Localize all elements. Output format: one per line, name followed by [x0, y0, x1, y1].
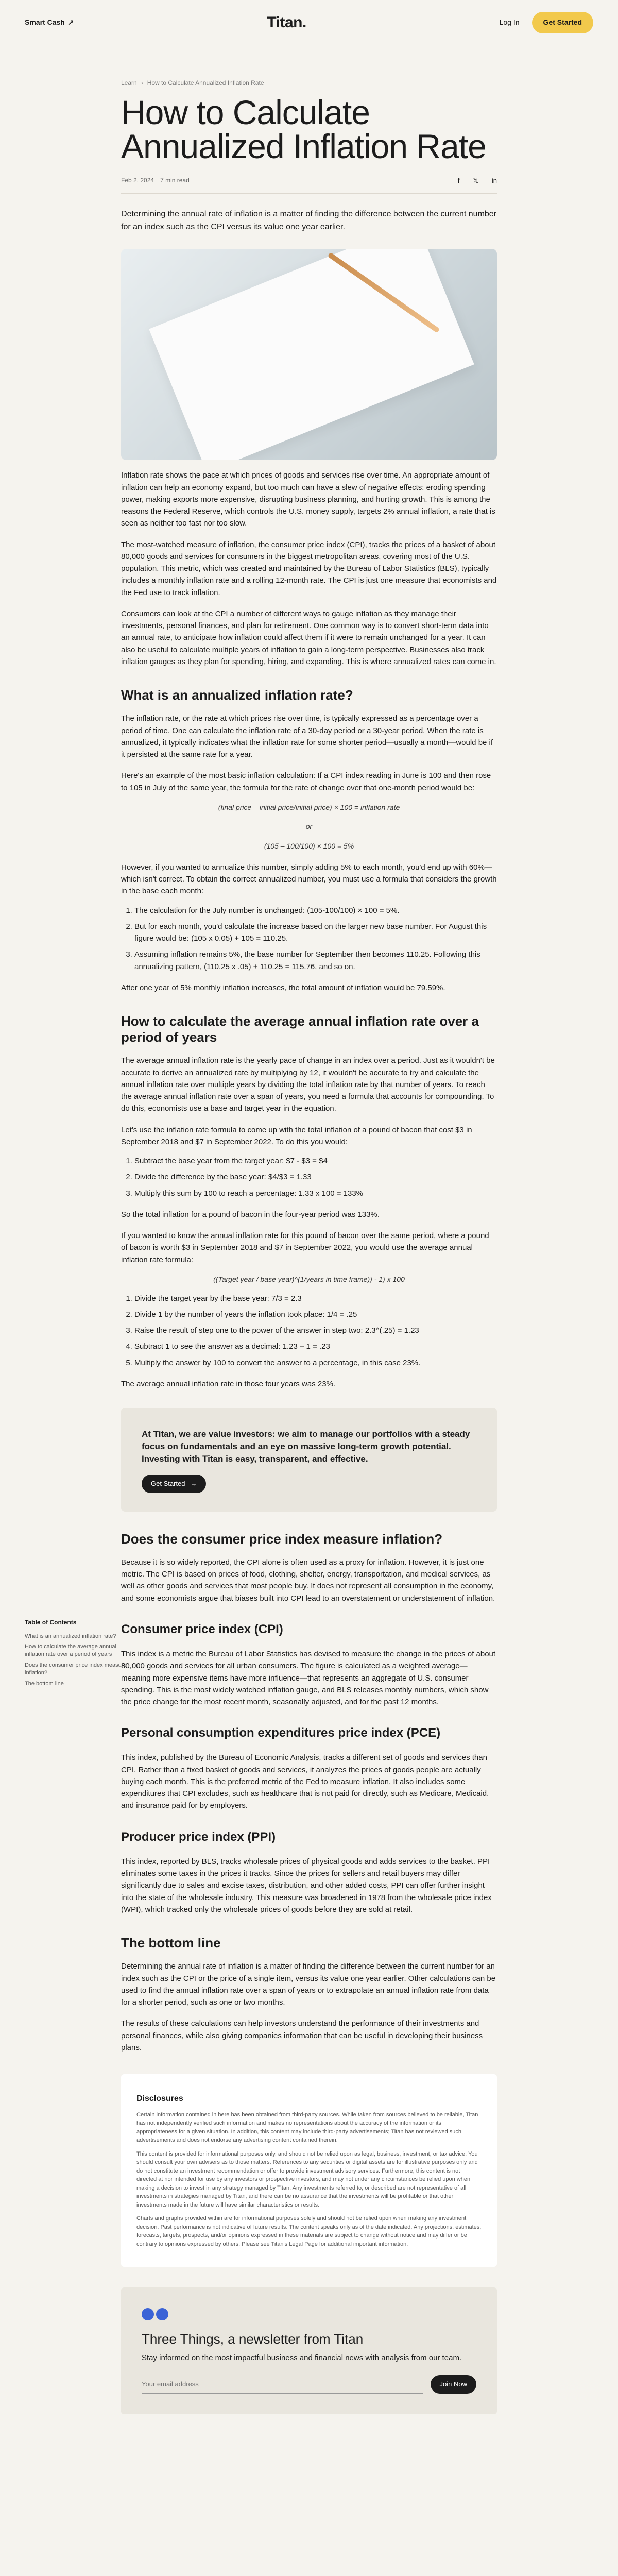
email-field[interactable] [142, 2375, 423, 2394]
list-item: 1. Divide the target year by the base year: 7/3 = 2.3 [134, 1293, 497, 1304]
formula-or: or [305, 822, 313, 831]
smart-cash-link[interactable]: Smart Cash ↗ [25, 17, 74, 28]
disclosure-paragraph: Certain information contained in here has been obtained from third-party sources. While taken from sources believed to be reliable, Titan has not independently verified such information and makes no representations about the accuracy of the information or its appropriateness for a given situation. In addition, this content may include third-party advertisements; Titan has not reviewed such advertisements and does not endorse any advertising content contained therein. [136, 2111, 478, 2144]
formula: (105 – 100/100) × 100 = 5% [264, 842, 354, 851]
top-nav [0, 0, 618, 45]
lead-paragraph: Determining the annual rate of inflation is a matter of finding the difference between the current number for an index such as the CPI versus its value one year earlier. [121, 209, 497, 231]
linkedin-icon[interactable]: in [491, 176, 497, 184]
list-item: 1. Subtract the base year from the target year: $7 - $3 = $4 [134, 1155, 497, 1167]
body-paragraph: The average annual inflation rate in those four years was 23%. [121, 1379, 336, 1388]
body-paragraph: However, if you wanted to annualize this number, simply adding 5% to each month, you'd end up with 60%—which isn't correct. To obtain the correct annualized number, you must use a formula that considers the growth in the base each month: [121, 862, 497, 896]
list-item: 3. Raise the result of step one to the power of the answer in step two: 2.3^(.25) = 1.23 [134, 1325, 497, 1336]
hero-image [121, 249, 497, 460]
body-paragraph: The average annual inflation rate is the yearly pace of change in an index over a period. Just as it wouldn't be accurate to derive an annualized rate by multiplying by 12, it wouldn't be accurate to try and calculate the annual inflation rate over multiple years by dividing the total inflation rate by that number of years. To reach the average annual inflation rate over a span of years, you need a formula that accounts for compounding. To do this, economists use a base and target year in the equation. [121, 1056, 495, 1113]
body-paragraph: If you wanted to know the annual inflation rate for this pound of bacon over the same period, where a pound of bacon is worth $3 in September 2018 and $7 in September 2022, you would use the average annual inflation rate formula: [121, 1231, 489, 1264]
body-paragraph: Consumers can look at the CPI a number of different ways to gauge inflation as they manage their investments, personal finances, and plan for retirement. One common way is to convert short-term data into an annual rate, to anticipate how inflation could affect them if it were to remain unchanged for a year. It can also be useful to calculate multiple years of inflation to gain a long-term perspective. Businesses also track inflation gauges as they plan for spending, hiring, and expanding. This is where annualized rates can come in. [121, 609, 496, 666]
newsletter-subtitle: Stay informed on the most impactful business and financial news with analysis from our team. [142, 2353, 462, 2362]
body-paragraph: This index, reported by BLS, tracks wholesale prices of physical goods and adds services to the basket. PPI eliminates some taxes in the prices it tracks. Since the prices for sellers and retail buyers may differ significantly due to sales and excise taxes, distribution, and other added costs, PPI can offer further insight into the state of the wholesale industry. This measure was broadened in 1978 from the wholesale price index (WPI), which tracked only the wholesale prices of goods before they are sold at retail. [121, 1857, 492, 1914]
breadcrumb [121, 78, 497, 88]
section-heading: Does the consumer price index measure inflation? [121, 1531, 443, 1547]
titan-logo[interactable]: Titan. [267, 13, 306, 31]
list-item: 3. Multiply this sum by 100 to reach a percentage: 1.33 x 100 = 133% [134, 1188, 497, 1199]
list-item: 4. Subtract 1 to see the answer as a decimal: 1.23 – 1 = .23 [134, 1341, 497, 1352]
subsection-heading: Producer price index (PPI) [121, 1829, 276, 1844]
body-paragraph: So the total inflation for a pound of bacon in the four-year period was 133%. [121, 1210, 380, 1219]
body-paragraph: Here's an example of the most basic inflation calculation: If a CPI index reading in June is 100 and then rose to 105 in July of the same year, the formula for the rate of change over that one-month period would be: [121, 771, 491, 792]
body-paragraph: After one year of 5% monthly inflation increases, the total amount of inflation would be 79.59%. [121, 983, 445, 992]
toc-item[interactable]: How to calculate the average annual inflation rate over a period of years [25, 1643, 116, 1658]
tax-paper-shape [149, 249, 474, 460]
cta-box [121, 1408, 497, 1512]
publish-date: Feb 2, 2024 [121, 177, 154, 184]
numbered-list [121, 1293, 497, 1369]
arrow-upright-icon: ↗ [67, 18, 74, 27]
list-item: 2. Divide 1 by the number of years the inflation took place: 1/4 = .25 [134, 1309, 497, 1320]
disclosure-paragraph: Charts and graphs provided within are for informational purposes solely and should not be relied upon when making any investment decision. Past performance is not indicative of future results. The content speaks only as of the date indicated. Any projections, estimates, forecasts, targets, prospects, and/or opinions expressed in these materials are subject to change without notice and may differ or be contrary to opinions expressed by others. Please see Titan's Legal Page for additional important information. [136, 2215, 482, 2247]
cta-text: At Titan, we are value investors: we aim to manage our portfolios with a steady focus on fundamentals and an eye on massive long-term growth potential. Investing with Titan is easy, transparent, and effective. [142, 1429, 470, 1464]
chevron-right-icon: › [141, 79, 143, 87]
body-paragraph: The most-watched measure of inflation, the consumer price index (CPI), tracks the prices of a basket of about 80,000 goods and services for consumers in the biggest metropolitan areas, covering most of the U.S. population. This metric, which was created and maintained by the Bureau of Labor Statistics (BLS), typically includes a monthly inflation rate and a rolling 12-month rate. The CPI is just one measure that economists and the Fed use to track inflation. [121, 540, 497, 597]
cta-get-started-button[interactable]: Get Started → [142, 1475, 206, 1493]
disclosures-box [121, 2074, 497, 2267]
auth-actions [500, 12, 593, 33]
list-item: 2. Divide the difference by the base year: $4/$3 = 1.33 [134, 1171, 497, 1183]
table-of-contents [25, 1618, 133, 1688]
toc-item[interactable]: Does the consumer price index measure inflation? [25, 1662, 127, 1676]
body-paragraph: The results of these calculations can help investors understand the performance of their investments and personal finances, while also giving companies information that can be useful in developing their business plans. [121, 2019, 483, 2052]
list-item: 1. The calculation for the July number is unchanged: (105-100/100) × 100 = 5%. [134, 905, 497, 917]
arrow-right-icon: → [190, 1479, 197, 1487]
section-heading: How to calculate the average annual inflation rate over a period of years [121, 1013, 479, 1045]
page-title: How to Calculate Annualized Inflation Rate [121, 93, 486, 165]
formula: (final price – initial price/initial price) × 100 = inflation rate [218, 803, 400, 811]
list-item: 3. Assuming inflation remains 5%, the base number for September then becomes 110.25. Following this annualizing pattern, (110.25 x .05) + 110.25 = 115.76, and so on. [134, 948, 497, 973]
article [121, 78, 497, 2414]
numbered-list [121, 1155, 497, 1199]
formula: ((Target year / base year)^(1/years in time frame)) - 1) x 100 [213, 1275, 405, 1283]
newsletter-title: Three Things, a newsletter from Titan [142, 2331, 364, 2347]
subsection-heading: Personal consumption expenditures price index (PCE) [121, 1726, 441, 1740]
section-heading: What is an annualized inflation rate? [121, 687, 353, 703]
body-paragraph: This index is a metric the Bureau of Labor Statistics has devised to measure the change in the prices of about 80,000 goods and services for all urban consumers. The figure is calculated as a weighted average—meaning more expensive items have more influence—that represents an aggregate of U.S. consumer spending. This is the most widely watched inflation gauge, and BLS releases monthly numbers, which show the price change for the most recent month, seasonally adjusted, and for the past 12 months. [121, 1650, 496, 1707]
join-now-button[interactable]: Join Now [431, 2375, 476, 2394]
get-started-button[interactable]: Get Started [532, 12, 593, 33]
article-meta [121, 176, 497, 194]
body-paragraph: Determining the annual rate of inflation is a matter of finding the difference between the current number for an index such as the CPI or the price of a single item, versus its value one year earlier. Other calculations can be used to find the annual inflation rate over a span of years or to extrapolate an annual inflation rate from data for a shorter period, such as one or two months. [121, 1962, 496, 2007]
disclosures-title: Disclosures [136, 2094, 183, 2104]
breadcrumb-current: How to Calculate Annualized Inflation Rate [147, 79, 264, 87]
newsletter-form [142, 2375, 476, 2394]
login-link[interactable]: Log In [499, 18, 520, 27]
newsletter-signup [121, 2287, 497, 2414]
body-paragraph: This index, published by the Bureau of Economic Analysis, tracks a different set of goods and services than CPI. Rather than a fixed basket of goods and services, it analyzes the prices of goods people are actually buying each month. This is the preferred metric of the Fed to measure inflation. It also includes some expenditures that CPI excludes, such as healthcare that is not paid for directly, such as Medicare, Medicaid, and insurance paid for by employers. [121, 1753, 489, 1810]
share-links [458, 176, 497, 186]
newsletter-icon [142, 2308, 476, 2320]
disclosure-paragraph: This content is provided for informational purposes only, and should not be relied upon as legal, business, investment, or tax advice. You should consult your own advisers as to those matters. References to any securities or digital assets are for illustrative purposes only and do not constitute an investment recommendation or offer to provide investment advisory services. Furthermore, this content is not directed at nor intended for use by any investors or prospective investors, and may not under any circumstances be relied upon when making a decision to invest in any strategy managed by Titan. Any investments referred to, or described are not representative of all investments in strategies managed by Titan, and there can be no assurance that the investments will be profitable or that other investments made in the future will have similar characteristics or results. [136, 2150, 478, 2208]
list-item: 2. But for each month, you'd calculate the increase based on the larger new base number. For August this figure would be: (105 x 0.05) + 105 = 110.25. [134, 921, 497, 945]
toc-item[interactable]: What is an annualized inflation rate? [25, 1633, 116, 1639]
body-paragraph: Inflation rate shows the pace at which prices of goods and services rise over time. An appropriate amount of inflation can help an economy expand, but too much can have a slew of negative effects: eroding spending power, making exports more expensive, disrupting business planning, and hurting growth. This is among the reasons the Federal Reserve, which controls the U.S. money supply, targets 2% annual inflation, a rate that is seen as neither too fast nor too slow. [121, 471, 495, 528]
section-heading: The bottom line [121, 1935, 221, 1951]
facebook-icon[interactable]: f [457, 176, 460, 184]
subsection-heading: Consumer price index (CPI) [121, 1622, 283, 1636]
numbered-list [121, 905, 497, 973]
list-item: 5. Multiply the answer by 100 to convert the answer to a percentage, in this case 23%. [134, 1357, 497, 1369]
breadcrumb-learn[interactable]: Learn [121, 79, 137, 87]
twitter-icon[interactable]: 𝕏 [473, 176, 478, 184]
read-time: 7 min read [160, 177, 190, 184]
toc-item[interactable]: The bottom line [25, 1680, 64, 1687]
body-paragraph: The inflation rate, or the rate at which prices rise over time, is typically expressed as a percentage over a period of time. One can calculate the inflation rate of a 30-day period or a 30-year period. When the rate is annualized, it typically indicates what the inflation rate for some shorter period—usually a month—would be if it persisted at the same rate for a year. [121, 714, 493, 759]
toc-title: Table of Contents [25, 1619, 77, 1626]
body-paragraph: Because it is so widely reported, the CPI alone is often used as a proxy for inflation. However, it is just one metric. The CPI is based on prices of food, clothing, shelter, energy, transportation, and medical services, as well as other goods and services that most people buy. It does not represent all consumption in the economy, and some economists argue that biases built into CPI lead to an overstatement or understatement of inflation. [121, 1557, 495, 1603]
body-paragraph: Let's use the inflation rate formula to come up with the total inflation of a pound of bacon that cost $3 in September 2018 and $7 in September 2022. To do this you would: [121, 1125, 472, 1146]
